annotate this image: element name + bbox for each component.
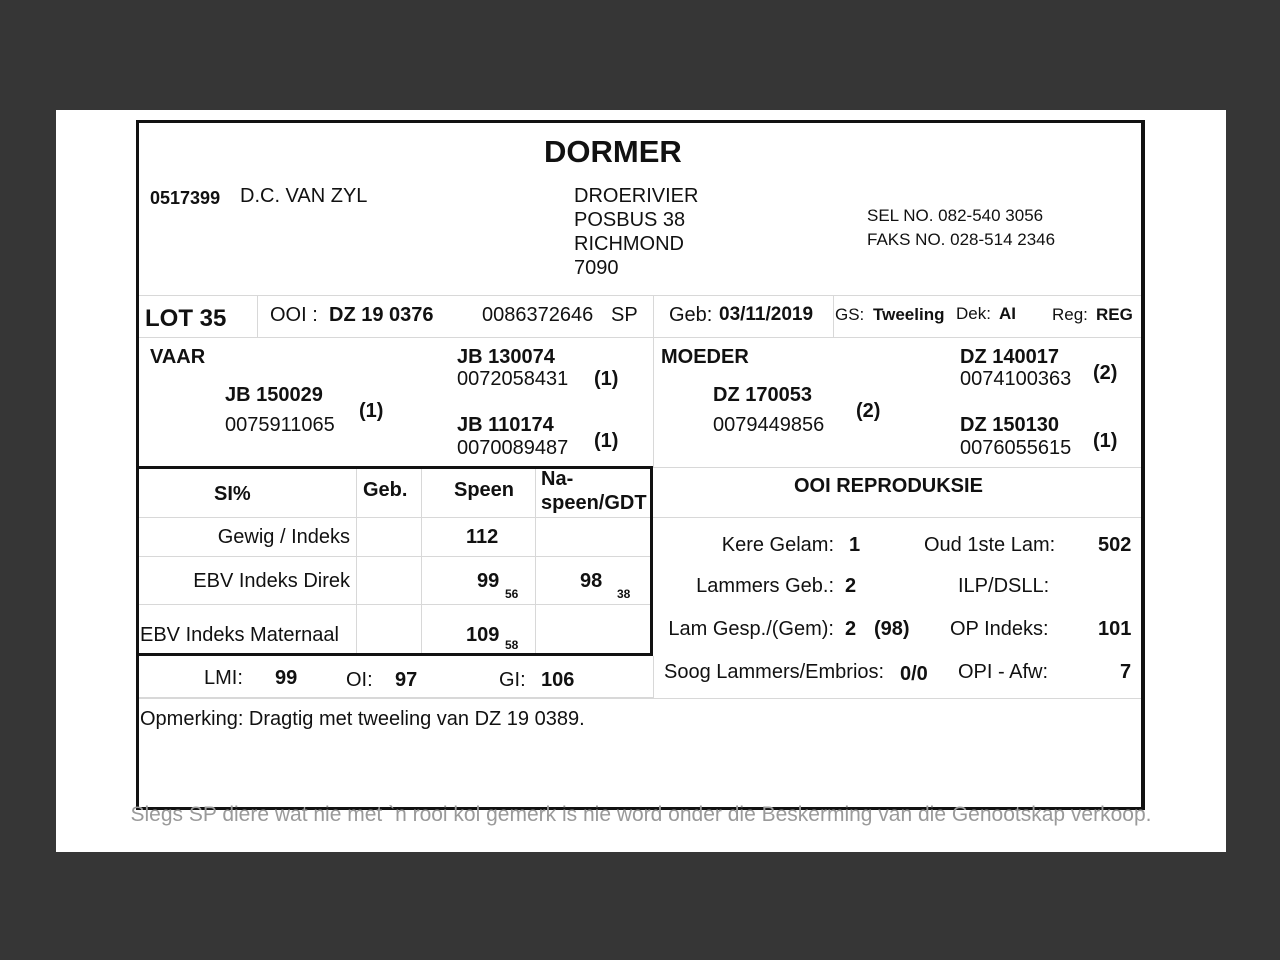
ooi-grade: SP xyxy=(611,304,638,326)
lammers-geb-value: 2 xyxy=(845,575,857,597)
kere-gelam-value: 1 xyxy=(849,534,861,556)
oud-lam-label: Oud 1ste Lam: xyxy=(924,534,1056,556)
row-direk-speen: 99 xyxy=(477,570,500,592)
row-maternaal-speen-sub: 58 xyxy=(505,638,519,652)
sire-sire-id: JB 130074 xyxy=(457,346,555,368)
reg-value: REG xyxy=(1096,305,1133,324)
dam-id: DZ 170053 xyxy=(713,384,812,406)
reg-label: Reg: xyxy=(1052,305,1088,324)
sire-sire-birth: (1) xyxy=(594,368,619,390)
dam-number: 0079449856 xyxy=(713,414,825,436)
dam-dam-number: 0076055615 xyxy=(960,437,1072,459)
opi-afw-label: OPI - Afw: xyxy=(958,661,1049,683)
address-line-2: POSBUS 38 xyxy=(574,209,686,231)
breed-title: DORMER xyxy=(544,134,682,169)
birth-date-label: Geb: xyxy=(669,304,713,326)
dam-dam-id: DZ 150130 xyxy=(960,414,1059,436)
geb-header: Geb. xyxy=(363,479,408,501)
opi-afw-value: 7 xyxy=(1120,661,1132,683)
lam-gesp-average: (98) xyxy=(874,618,910,640)
row-gewig-speen: 112 xyxy=(466,526,499,548)
reproduction-title: OOI REPRODUKSIE xyxy=(794,475,983,497)
ooi-label: OOI : xyxy=(270,304,318,326)
row-direk-naspeen-sub: 38 xyxy=(617,587,631,601)
row-label-ebv-maternaal: EBV Indeks Maternaal xyxy=(140,624,339,646)
lmi-label: LMI: xyxy=(204,667,243,689)
row-maternaal-speen: 109 xyxy=(466,624,500,646)
sire-sire-number: 0072058431 xyxy=(457,368,569,390)
op-indeks-value: 101 xyxy=(1098,618,1132,640)
ooi-number: 0086372646 xyxy=(482,304,594,326)
naspeen-header-line2: speen/GDT xyxy=(541,492,647,514)
dek-label: Dek: xyxy=(956,304,991,323)
row-direk-naspeen: 98 xyxy=(580,570,603,592)
gi-label: GI: xyxy=(499,669,526,691)
si-header: SI% xyxy=(214,483,251,505)
address-line-1: DROERIVIER xyxy=(574,185,699,207)
dam-birth-status: (2) xyxy=(856,400,881,422)
speen-header: Speen xyxy=(454,479,515,501)
row-label-gewig: Gewig / Indeks xyxy=(217,526,350,548)
lam-gesp-label: Lam Gesp./(Gem): xyxy=(668,618,834,640)
row-label-ebv-direk: EBV Indeks Direk xyxy=(193,570,350,592)
cell-number: SEL NO. 082-540 3056 xyxy=(867,206,1044,225)
owner-name: D.C. VAN ZYL xyxy=(240,185,368,207)
op-indeks-label: OP Indeks: xyxy=(950,618,1049,640)
kere-gelam-label: Kere Gelam: xyxy=(721,534,834,556)
sire-dam-birth: (1) xyxy=(594,430,619,452)
lmi-value: 99 xyxy=(275,667,298,689)
soog-lammers-label: Soog Lammers/Embrios: xyxy=(664,661,885,683)
lam-gesp-value: 2 xyxy=(845,618,857,640)
dam-sire-birth: (2) xyxy=(1093,362,1118,384)
remark-text: Opmerking: Dragtig met tweeling van DZ 19 0389. xyxy=(140,708,585,730)
sire-dam-number: 0070089487 xyxy=(457,437,569,459)
sale-card-sheet xyxy=(56,110,1226,852)
soog-lammers-value: 0/0 xyxy=(900,663,928,685)
address-line-4: 7090 xyxy=(574,257,619,279)
address-line-3: RICHMOND xyxy=(574,233,684,255)
sire-dam-id: JB 110174 xyxy=(457,414,554,436)
naspeen-header-line1: Na- xyxy=(541,468,574,490)
dam-dam-birth: (1) xyxy=(1093,430,1118,452)
footer-disclaimer: Slegs SP diere wat nie met `n rooi kol gemerk is nie word onder die Beskerming van die Genootskap verkoop. xyxy=(130,803,1152,826)
row-direk-speen-sub: 56 xyxy=(505,587,519,601)
oud-lam-value: 502 xyxy=(1098,534,1132,556)
sire-heading: VAAR xyxy=(150,346,206,368)
gi-value: 106 xyxy=(541,669,575,691)
dek-value: AI xyxy=(999,304,1016,323)
owner-code: 0517399 xyxy=(150,188,221,208)
gs-label: GS: xyxy=(835,305,865,324)
animal-info-card xyxy=(136,120,1145,810)
ooi-id: DZ 19 0376 xyxy=(329,304,434,326)
sire-number: 0075911065 xyxy=(225,414,335,436)
lammers-geb-label: Lammers Geb.: xyxy=(696,575,834,597)
gs-value: Tweeling xyxy=(873,305,945,324)
birth-date-value: 03/11/2019 xyxy=(719,304,814,325)
oi-label: OI: xyxy=(346,669,373,691)
dam-sire-id: DZ 140017 xyxy=(960,346,1059,368)
sire-birth-status: (1) xyxy=(359,400,384,422)
fax-number: FAKS NO. 028-514 2346 xyxy=(867,230,1056,249)
dam-heading: MOEDER xyxy=(661,346,749,368)
dam-sire-number: 0074100363 xyxy=(960,368,1072,390)
sire-id: JB 150029 xyxy=(225,384,323,406)
ilp-label: ILP/DSLL: xyxy=(958,575,1050,597)
lot-number: LOT 35 xyxy=(145,305,227,332)
oi-value: 97 xyxy=(395,669,418,691)
